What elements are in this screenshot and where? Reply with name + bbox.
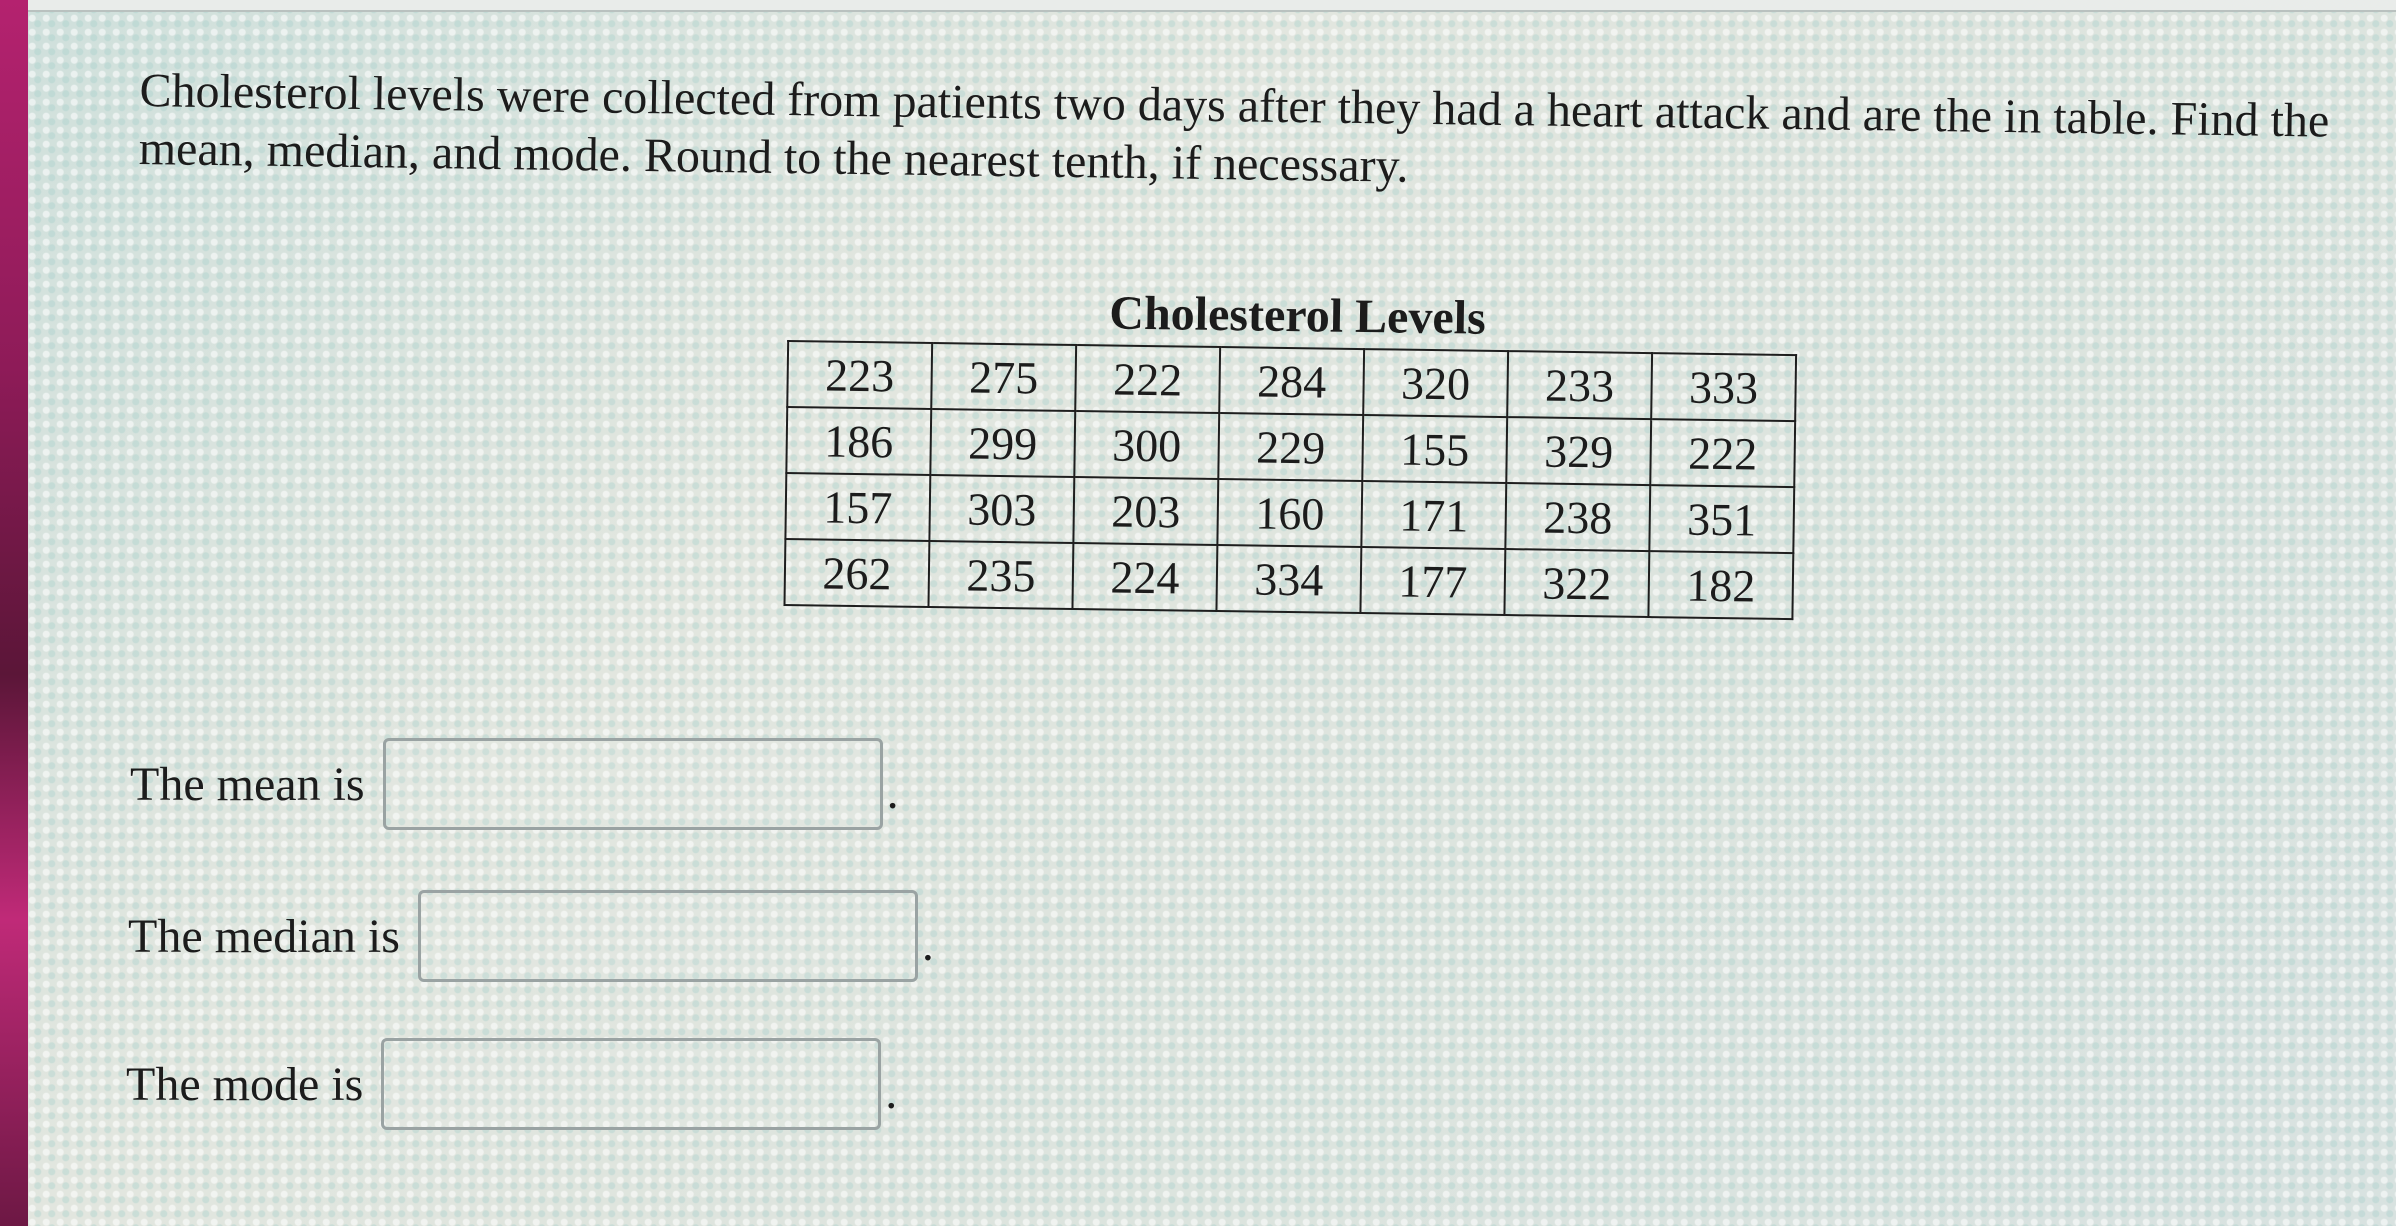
mode-answer-row bbox=[126, 1038, 897, 1130]
top-divider bbox=[28, 0, 2396, 12]
mode-input[interactable] bbox=[381, 1038, 881, 1130]
table-cell: 229 bbox=[1218, 413, 1363, 481]
table-cell: 177 bbox=[1360, 547, 1505, 615]
mean-answer-row bbox=[130, 738, 899, 830]
table-cell: 222 bbox=[1075, 345, 1220, 413]
table-cell: 238 bbox=[1505, 483, 1650, 551]
mean-label: The mean is bbox=[130, 757, 365, 811]
table-row bbox=[784, 539, 1793, 619]
mode-period: . bbox=[885, 1066, 898, 1119]
table-cell: 275 bbox=[931, 343, 1076, 411]
median-label: The median is bbox=[128, 909, 400, 963]
table-cell: 329 bbox=[1506, 417, 1651, 485]
table-cell: 171 bbox=[1361, 481, 1506, 549]
table-cell: 299 bbox=[930, 409, 1075, 477]
table-cell: 233 bbox=[1507, 351, 1652, 419]
table-cell: 303 bbox=[929, 475, 1074, 543]
cholesterol-table-container bbox=[783, 282, 1797, 620]
table-cell: 222 bbox=[1650, 419, 1795, 487]
table-cell: 223 bbox=[787, 341, 932, 409]
table-cell: 224 bbox=[1072, 543, 1217, 611]
median-input[interactable] bbox=[418, 890, 918, 982]
table-cell: 320 bbox=[1363, 349, 1508, 417]
table-cell: 300 bbox=[1074, 411, 1219, 479]
table-cell: 351 bbox=[1649, 485, 1794, 553]
table-cell: 160 bbox=[1217, 479, 1362, 547]
table-title: Cholesterol Levels bbox=[1109, 286, 1487, 345]
mode-label: The mode is bbox=[126, 1057, 364, 1111]
mean-period: . bbox=[886, 766, 899, 819]
table-cell: 157 bbox=[785, 473, 930, 541]
median-period: . bbox=[921, 918, 934, 971]
table-cell: 203 bbox=[1073, 477, 1218, 545]
mean-input[interactable] bbox=[383, 738, 883, 830]
median-answer-row bbox=[128, 890, 934, 982]
table-cell: 235 bbox=[928, 541, 1073, 609]
table-cell: 155 bbox=[1362, 415, 1507, 483]
table-cell: 322 bbox=[1504, 549, 1649, 617]
cholesterol-table bbox=[783, 340, 1797, 620]
screen-edge bbox=[0, 0, 28, 1226]
table-cell: 334 bbox=[1216, 545, 1361, 613]
table-cell: 262 bbox=[784, 539, 929, 607]
table-cell: 284 bbox=[1219, 347, 1364, 415]
table-cell: 333 bbox=[1651, 353, 1796, 421]
table-cell: 182 bbox=[1648, 551, 1793, 619]
question-text: Cholesterol levels were collected from patients two days after they had a heart attack and are the in table. Find the mean, median, and mode. Round to the nearest tenth, if necessary. bbox=[138, 63, 2330, 193]
table-cell: 186 bbox=[786, 407, 931, 475]
